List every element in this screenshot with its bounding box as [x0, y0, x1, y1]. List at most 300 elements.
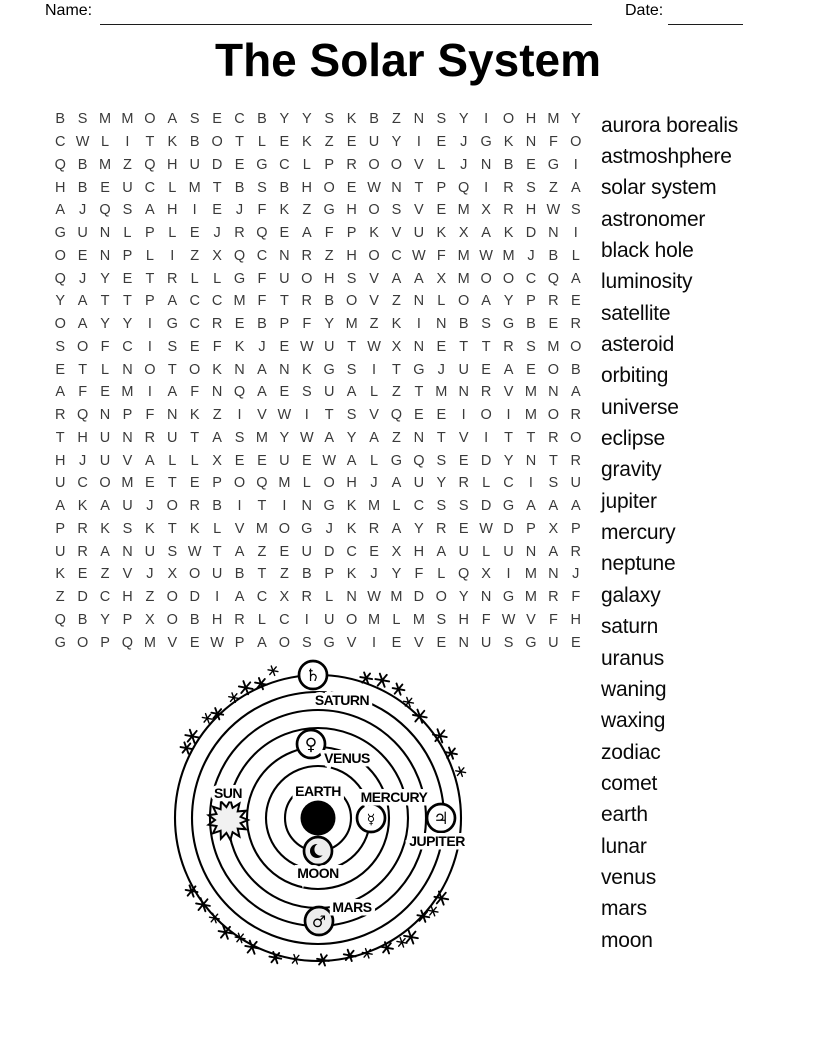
grid-letter: I — [282, 498, 287, 515]
grid-letter: X — [458, 225, 469, 242]
grid-letter: T — [167, 475, 177, 492]
grid-letter: O — [368, 247, 380, 264]
grid-letter: N — [413, 338, 425, 355]
grid-letter: M — [412, 611, 425, 628]
grid-letter: P — [570, 520, 581, 537]
grid-letter: A — [570, 270, 581, 287]
grid-letter: L — [257, 611, 266, 628]
grid-letter: U — [211, 566, 223, 583]
word-list-item: astmoshphere — [601, 145, 732, 169]
grid-letter: K — [189, 520, 200, 537]
grid-letter: T — [436, 429, 446, 446]
grid-letter: T — [145, 270, 155, 287]
grid-letter: O — [435, 589, 447, 606]
grid-letter: U — [144, 543, 156, 560]
grid-letter: I — [147, 316, 152, 333]
grid-letter: R — [301, 293, 313, 310]
grid-letter: E — [346, 134, 357, 151]
grid-letter: U — [480, 634, 492, 651]
grid-letter: C — [279, 156, 290, 173]
grid-letter: J — [460, 156, 468, 173]
grid-letter: X — [391, 543, 402, 560]
word-list-item: jupiter — [601, 489, 657, 513]
grid-letter: U — [413, 475, 425, 492]
grid-letter: J — [460, 134, 468, 151]
grid-letter: N — [548, 384, 559, 401]
grid-letter: P — [436, 179, 447, 196]
star-icon — [433, 729, 447, 742]
grid-letter: E — [189, 225, 200, 242]
grid-letter: R — [503, 179, 514, 196]
grid-letter: K — [234, 338, 245, 355]
grid-letter: T — [324, 407, 334, 424]
grid-letter: U — [54, 475, 66, 492]
grid-letter: G — [54, 634, 66, 651]
grid-letter: J — [146, 566, 154, 583]
grid-letter: O — [189, 361, 201, 378]
grid-letter: C — [122, 338, 133, 355]
grid-letter: Q — [99, 202, 111, 219]
grid-letter: I — [528, 475, 533, 492]
grid-letter: A — [391, 475, 402, 492]
star-icon — [317, 954, 329, 965]
grid-letter: L — [325, 589, 334, 606]
word-list-item: mars — [601, 897, 647, 921]
grid-letter: S — [234, 429, 245, 446]
grid-letter: A — [234, 589, 245, 606]
word-list-item: black hole — [601, 239, 694, 263]
grid-letter: Q — [256, 225, 268, 242]
grid-letter: K — [167, 134, 178, 151]
grid-letter: S — [436, 498, 447, 515]
grid-letter: Y — [503, 293, 514, 310]
grid-letter: O — [323, 475, 335, 492]
grid-letter: B — [570, 361, 581, 378]
word-list-item: solar system — [601, 176, 717, 200]
grid-letter: O — [99, 475, 111, 492]
grid-letter: T — [212, 543, 222, 560]
grid-letter: U — [77, 225, 88, 242]
grid-letter: T — [167, 520, 177, 537]
grid-letter: M — [345, 316, 358, 333]
grid-letter: G — [413, 361, 425, 378]
grid-letter: L — [369, 452, 379, 469]
grid-letter: E — [458, 520, 469, 537]
grid-letter: I — [484, 429, 489, 446]
word-list-item: eclipse — [601, 427, 665, 451]
grid-letter: M — [98, 156, 112, 173]
grid-letter: R — [548, 429, 559, 446]
grid-letter: L — [257, 134, 266, 151]
grid-letter: W — [75, 134, 90, 151]
grid-letter: A — [548, 543, 559, 560]
grid-letter: K — [55, 566, 66, 583]
grid-letter: Y — [100, 270, 110, 287]
grid-letter: B — [458, 316, 469, 333]
grid-letter: O — [144, 361, 156, 378]
grid-letter: D — [480, 452, 492, 469]
grid-letter: Z — [392, 111, 401, 128]
grid-letter: E — [548, 316, 559, 333]
grid-letter: S — [167, 543, 178, 560]
grid-letter: S — [77, 111, 88, 128]
grid-letter: L — [302, 475, 311, 492]
grid-letter: W — [367, 338, 381, 355]
grid-letter: B — [369, 111, 379, 128]
mercury-label: MERCURY — [360, 789, 428, 805]
grid-letter: S — [301, 384, 312, 401]
grid-letter: L — [100, 134, 110, 151]
grid-letter: I — [237, 407, 242, 424]
grid-letter: O — [345, 293, 358, 310]
grid-letter: Z — [324, 134, 334, 151]
grid-letter: Q — [233, 384, 246, 401]
grid-letter: A — [257, 384, 267, 401]
grid-letter: F — [212, 338, 222, 355]
grid-letter: J — [437, 361, 445, 378]
star-icon — [186, 885, 198, 896]
grid-letter: L — [213, 270, 222, 287]
date-label: Date: — [625, 2, 664, 19]
grid-letter: E — [55, 361, 66, 378]
grid-letter: M — [121, 384, 134, 401]
grid-letter: L — [168, 452, 177, 469]
grid-letter: D — [413, 589, 425, 606]
grid-letter: W — [479, 520, 493, 537]
grid-letter: E — [436, 338, 447, 355]
grid-letter: W — [367, 589, 381, 606]
grid-letter: S — [346, 407, 357, 424]
grid-letter: M — [98, 111, 112, 128]
grid-letter: N — [525, 452, 537, 469]
grid-letter: O — [345, 611, 358, 628]
grid-letter: E — [570, 293, 581, 310]
grid-letter: O — [301, 270, 313, 287]
grid-letter: F — [548, 611, 558, 628]
grid-letter: S — [189, 111, 200, 128]
grid-letter: E — [369, 543, 379, 560]
grid-letter: I — [304, 611, 309, 628]
grid-letter: Q — [144, 156, 156, 173]
grid-letter: D — [211, 156, 223, 173]
grid-letter: X — [279, 589, 290, 606]
grid-letter: S — [526, 338, 536, 355]
grid-letter: H — [413, 543, 425, 560]
venus-symbol: ♀ — [304, 734, 318, 755]
grid-letter: E — [279, 225, 290, 242]
grid-letter: A — [257, 361, 267, 378]
star-icon — [360, 672, 372, 683]
star-icon — [268, 666, 278, 675]
date-blank-line[interactable] — [668, 6, 743, 25]
grid-letter: R — [167, 270, 178, 287]
grid-letter: V — [503, 384, 514, 401]
grid-letter: J — [78, 452, 87, 469]
grid-letter: R — [211, 316, 223, 333]
grid-letter: G — [502, 498, 515, 515]
grid-letter: H — [346, 247, 357, 264]
grid-letter: M — [367, 498, 381, 515]
grid-letter: B — [212, 498, 222, 515]
grid-letter: V — [414, 156, 424, 173]
grid-letter: O — [76, 634, 89, 651]
grid-letter: R — [234, 225, 245, 242]
grid-letter: K — [301, 134, 312, 151]
venus-label: VENUS — [324, 750, 370, 766]
grid-letter: A — [481, 225, 491, 242]
grid-letter: E — [122, 270, 133, 287]
grid-letter: N — [279, 361, 290, 378]
grid-letter: J — [78, 202, 87, 219]
grid-letter: I — [416, 134, 421, 151]
grid-letter: T — [548, 452, 558, 469]
grid-letter: V — [257, 407, 267, 424]
grid-letter: Z — [257, 543, 267, 560]
grid-letter: M — [121, 111, 134, 128]
grid-letter: B — [77, 156, 88, 173]
grid-letter: P — [122, 407, 133, 424]
name-label: Name: — [45, 2, 93, 19]
grid-letter: U — [323, 611, 335, 628]
grid-letter: J — [78, 270, 87, 287]
grid-letter: G — [166, 316, 178, 333]
grid-letter: E — [100, 179, 110, 196]
grid-letter: N — [525, 543, 537, 560]
grid-letter: E — [234, 452, 245, 469]
name-blank-line[interactable] — [100, 6, 592, 25]
grid-letter: V — [122, 566, 133, 583]
grid-letter: M — [524, 407, 537, 424]
grid-letter: W — [210, 634, 224, 651]
grid-letter: S — [436, 111, 447, 128]
star-icon — [445, 747, 457, 758]
grid-letter: O — [368, 156, 380, 173]
grid-letter: Q — [76, 407, 89, 424]
grid-letter: I — [372, 634, 377, 651]
grid-letter: I — [170, 247, 175, 264]
grid-letter: C — [144, 179, 156, 196]
grid-letter: H — [211, 611, 223, 628]
grid-letter: B — [279, 179, 290, 196]
grid-letter: S — [346, 270, 357, 287]
grid-letter: S — [55, 338, 66, 355]
grid-letter: Q — [547, 270, 559, 287]
grid-letter: D — [77, 589, 88, 606]
grid-letter: N — [458, 384, 469, 401]
grid-letter: F — [100, 338, 110, 355]
grid-letter: A — [100, 498, 110, 515]
grid-letter: C — [189, 293, 200, 310]
grid-letter: Q — [458, 179, 470, 196]
grid-letter: Q — [54, 611, 66, 628]
grid-letter: E — [414, 407, 424, 424]
grid-letter: N — [122, 361, 133, 378]
grid-letter: U — [189, 156, 200, 173]
grid-letter: W — [187, 543, 202, 560]
grid-letter: K — [301, 361, 312, 378]
grid-letter: B — [189, 611, 200, 628]
grid-letter: V — [458, 429, 469, 446]
grid-letter: C — [346, 543, 357, 560]
grid-letter: O — [323, 179, 335, 196]
grid-letter: L — [213, 520, 222, 537]
grid-letter: A — [301, 225, 312, 242]
grid-letter: A — [100, 543, 110, 560]
grid-letter: S — [548, 475, 559, 492]
grid-letter: J — [213, 225, 221, 242]
grid-letter: A — [234, 543, 245, 560]
grid-letter: W — [367, 179, 381, 196]
grid-letter: B — [503, 156, 514, 173]
grid-letter: X — [167, 566, 178, 583]
grid-letter: T — [392, 361, 401, 378]
grid-letter: T — [279, 293, 289, 310]
word-list-item: mercury — [601, 521, 676, 545]
grid-letter: Q — [390, 407, 403, 424]
grid-letter: M — [524, 566, 537, 583]
grid-letter: S — [526, 179, 536, 196]
grid-letter: O — [547, 361, 559, 378]
grid-letter: F — [481, 611, 491, 628]
grid-letter: R — [548, 589, 559, 606]
grid-letter: I — [573, 156, 578, 173]
grid-letter: O — [278, 520, 290, 537]
grid-letter: G — [390, 452, 403, 469]
grid-letter: E — [279, 338, 290, 355]
grid-letter: J — [235, 202, 244, 219]
grid-letter: Y — [346, 429, 357, 446]
crescent-cutout — [314, 843, 326, 855]
grid-letter: A — [503, 361, 514, 378]
grid-letter: B — [548, 247, 559, 264]
word-list-item: earth — [601, 803, 648, 827]
grid-letter: A — [548, 498, 559, 515]
grid-letter: R — [458, 475, 469, 492]
grid-letter: P — [145, 225, 155, 242]
grid-letter: Z — [302, 202, 312, 219]
grid-letter: T — [55, 429, 65, 446]
grid-letter: B — [324, 293, 335, 310]
grid-letter: U — [122, 179, 133, 196]
earth-label: EARTH — [295, 783, 341, 799]
grid-letter: I — [304, 407, 309, 424]
grid-letter: O — [189, 566, 201, 583]
jupiter-symbol: ♃ — [433, 808, 449, 829]
grid-letter: L — [123, 225, 132, 242]
grid-letter: B — [257, 111, 267, 128]
grid-letter: K — [346, 111, 357, 128]
grid-letter: N — [548, 225, 559, 242]
grid-letter: E — [189, 475, 200, 492]
grid-letter: H — [77, 429, 88, 446]
grid-letter: V — [234, 520, 245, 537]
grid-letter: F — [302, 316, 312, 333]
grid-letter: T — [145, 134, 155, 151]
grid-letter: E — [212, 202, 222, 219]
grid-letter: R — [570, 407, 582, 424]
grid-letter: E — [526, 156, 536, 173]
grid-letter: Y — [100, 316, 110, 333]
grid-letter: C — [391, 247, 402, 264]
earth-icon — [301, 801, 336, 836]
grid-letter: T — [100, 293, 110, 310]
grid-letter: L — [302, 156, 311, 173]
grid-letter: X — [436, 270, 447, 287]
word-search-grid — [49, 108, 587, 654]
grid-letter: Q — [54, 270, 66, 287]
grid-letter: I — [147, 384, 152, 401]
grid-letter: Z — [55, 589, 65, 606]
grid-letter: E — [458, 452, 469, 469]
grid-letter: U — [301, 543, 313, 560]
grid-letter: R — [144, 429, 156, 446]
grid-letter: Z — [100, 566, 110, 583]
grid-letter: R — [77, 543, 88, 560]
grid-letter: S — [122, 202, 133, 219]
word-list-item: gravity — [601, 458, 662, 482]
grid-letter: S — [570, 202, 581, 219]
grid-letter: H — [525, 202, 537, 219]
grid-letter: K — [436, 225, 447, 242]
grid-letter: R — [77, 520, 88, 537]
grid-letter: V — [346, 634, 357, 651]
grid-letter: Z — [369, 316, 379, 333]
grid-letter: E — [346, 179, 357, 196]
grid-letter: K — [369, 225, 379, 242]
grid-letter: Z — [392, 429, 401, 446]
grid-letter: A — [436, 543, 447, 560]
grid-letter: P — [122, 247, 133, 264]
grid-letter: A — [346, 384, 357, 401]
grid-letter: Q — [413, 452, 425, 469]
grid-letter: Y — [458, 111, 469, 128]
grid-letter: G — [502, 316, 515, 333]
grid-letter: X — [212, 247, 222, 264]
grid-letter: S — [436, 452, 447, 469]
grid-letter: N — [436, 316, 447, 333]
grid-letter: T — [414, 384, 424, 401]
grid-letter: R — [368, 520, 380, 537]
grid-letter: B — [55, 111, 66, 128]
grid-letter: J — [146, 498, 154, 515]
grid-letter: X — [212, 452, 222, 469]
grid-letter: A — [55, 384, 66, 401]
star-icon — [404, 930, 418, 943]
grid-letter: C — [77, 475, 88, 492]
grid-letter: I — [484, 111, 489, 128]
star-icon — [417, 911, 429, 922]
grid-letter: N — [99, 407, 111, 424]
grid-letter: O — [211, 134, 223, 151]
grid-letter: R — [54, 407, 66, 424]
grid-letter: U — [99, 429, 111, 446]
grid-letter: H — [167, 202, 178, 219]
grid-letter: K — [346, 566, 357, 583]
grid-letter: B — [189, 134, 200, 151]
grid-letter: H — [54, 179, 66, 196]
grid-letter: Q — [233, 247, 246, 264]
grid-letter: E — [279, 384, 290, 401]
grid-letter: M — [457, 247, 470, 264]
grid-letter: Y — [570, 111, 581, 128]
grid-letter: Y — [324, 316, 335, 333]
grid-letter: R — [436, 520, 447, 537]
grid-letter: E — [481, 361, 491, 378]
grid-letter: H — [570, 611, 582, 628]
grid-letter: S — [346, 361, 357, 378]
grid-letter: B — [301, 566, 312, 583]
grid-letter: B — [257, 316, 267, 333]
